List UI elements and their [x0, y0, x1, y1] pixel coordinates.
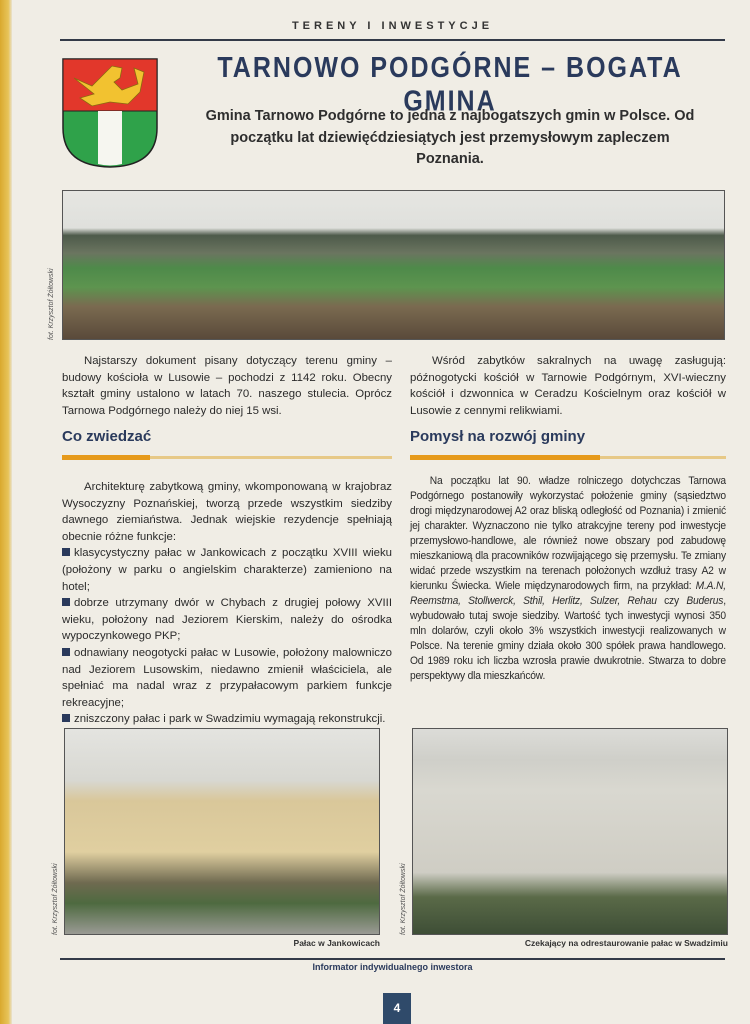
publication-name: Informator indywidualnego inwestora [312, 962, 473, 972]
jankowice-palace-photo [64, 728, 380, 935]
heading-pomysl: Pomysł na rozwój gminy [410, 428, 586, 445]
intro-paragraph: Najstarszy dokument pisany dotyczący terenu gminy – budowy kościoła w Lusowie – pochodzi z 1142 roku. Obecny kształt gminy ustalono w latach 70. naszego stulecia. Oprócz Tarnowa Podgórnego należy do niej 15 wsi. [62, 355, 392, 417]
coat-of-arms [62, 58, 158, 168]
firm-name: Buderus [686, 595, 724, 607]
bullet-item [62, 595, 392, 645]
landscape-photo [62, 190, 725, 340]
bullet-item [62, 711, 392, 728]
article-lead: Gmina Tarnowo Podgórne to jedna z najbogatszych gmin w Polsce. Od początku lat dziewięćdziesiątych jest przemysłowym zapleczem Poznania. [205, 108, 695, 167]
text: , wybudowało tutaj swoje siedziby. Wartość tych inwestycji wynosi 350 mln dolarów, czyli około 3% wszystkich inwestycji realizowanych w Polsce. Na terenie gminy działa około 300 spółek prawa handlowego. Od 1989 roku ich liczba wzrosła prawie dwukrotnie. Stwarza to dobre perspektywy dla mieszkańców. [410, 595, 726, 682]
heading-underline [62, 456, 392, 459]
header-rule [60, 39, 725, 41]
intro-right [410, 353, 726, 419]
bullet-icon [62, 598, 70, 606]
photo-credit: fot. Krzysztof Żółtowski [48, 268, 55, 340]
photo-credit: fot. Krzysztof Żółtowski [400, 863, 407, 935]
bullet-icon [62, 548, 70, 556]
intro-left [62, 353, 392, 419]
bullet-text: dobrze utrzymany dwór w Chybach z drugiej połowy XVIII wieku, położony nad Jeziorem Kierskim, należy do ośrodka wypoczynkowego PKP; [62, 597, 392, 643]
photo-credit: fot. Krzysztof Żółtowski [52, 863, 59, 935]
bullet-icon [62, 714, 70, 722]
text: czy [656, 595, 687, 607]
text: Na początku lat 90. władze rolniczego dotychczas Tarnowa Podgórnego postanowiły wykorzystać położenie gminy (sąsiedztwo drogi międzynarodowej A2 oraz bliską odległość od Poznania) i zmienić jej charakter. Wyznaczono nie tylko atrakcyjne tereny pod inwestycje przemysłowo-handlowe, ale również nowe obszary pod zabudowę mieszkaniową dla pracowników rozwijającego się przemysłu. Te zmiany widać przede wszystkim na terenach położonych wzdłuż trasy A2 w kierunku Świecka. Wiele międzynarodowych firm, na przykład: [410, 475, 726, 592]
caption-swadzim: Czekający na odrestaurowanie pałac w Swadzimiu [524, 938, 728, 948]
swadzim-palace-photo [412, 728, 728, 935]
bullet-text: klasycystyczny pałac w Jankowicach z początku XVIII wieku (położony w parku o angielskim charakterze) zamieniono na hotel; [62, 547, 392, 593]
intro-paragraph: Wśród zabytków sakralnych na uwagę zasługują: późnogotycki kościół w Tarnowie Podgórnym, XVI-wieczny kościół i dzwonnica w Ceradzu Kościelnym oraz kościół w Lusowie z cennymi relikwiami. [410, 355, 726, 417]
page-number: 4 [383, 993, 411, 1024]
body-right [410, 474, 726, 684]
section-header: TERENY I INWESTYCJE [291, 20, 494, 32]
bullet-text: zniszczony pałac i park w Swadzimiu wymagają rekonstrukcji. [74, 713, 386, 726]
article-title: TARNOWO PODGÓRNE – BOGATA GMINA [217, 51, 683, 118]
caption-jankowice: Pałac w Jankowicach [293, 938, 380, 948]
bullet-text: odnawiany neogotycki pałac w Lusowie, położony malowniczo nad Jeziorem Lusowskim, niedawno zmienił właściciela, ale spełniać ma nadal wraz z przypałacowym parkiem funkcje rekreacyjne; [62, 646, 392, 709]
heading-underline [410, 456, 726, 459]
footer-rule [60, 958, 725, 960]
body-left [62, 479, 392, 728]
bullet-item [62, 645, 392, 711]
page-edge [0, 0, 12, 1024]
bullet-item [62, 545, 392, 595]
body-paragraph: Architekturę zabytkową gminy, wkomponowaną w krajobraz Wysoczyzny Poznańskiej, tworzą przede wszystkim siedziby dawnego ziemiaństwa. Jednak wiejskie rezydencje spełniają obecnie różne funkcje: [62, 481, 392, 543]
bullet-icon [62, 648, 70, 656]
heading-co-zwiedzac: Co zwiedzać [62, 428, 152, 445]
body-paragraph [410, 474, 726, 684]
firm-names: M.A.N, Reemstma, Stollwerck, Sthil, Herlitz, Sulzer, Rehau [410, 580, 726, 607]
